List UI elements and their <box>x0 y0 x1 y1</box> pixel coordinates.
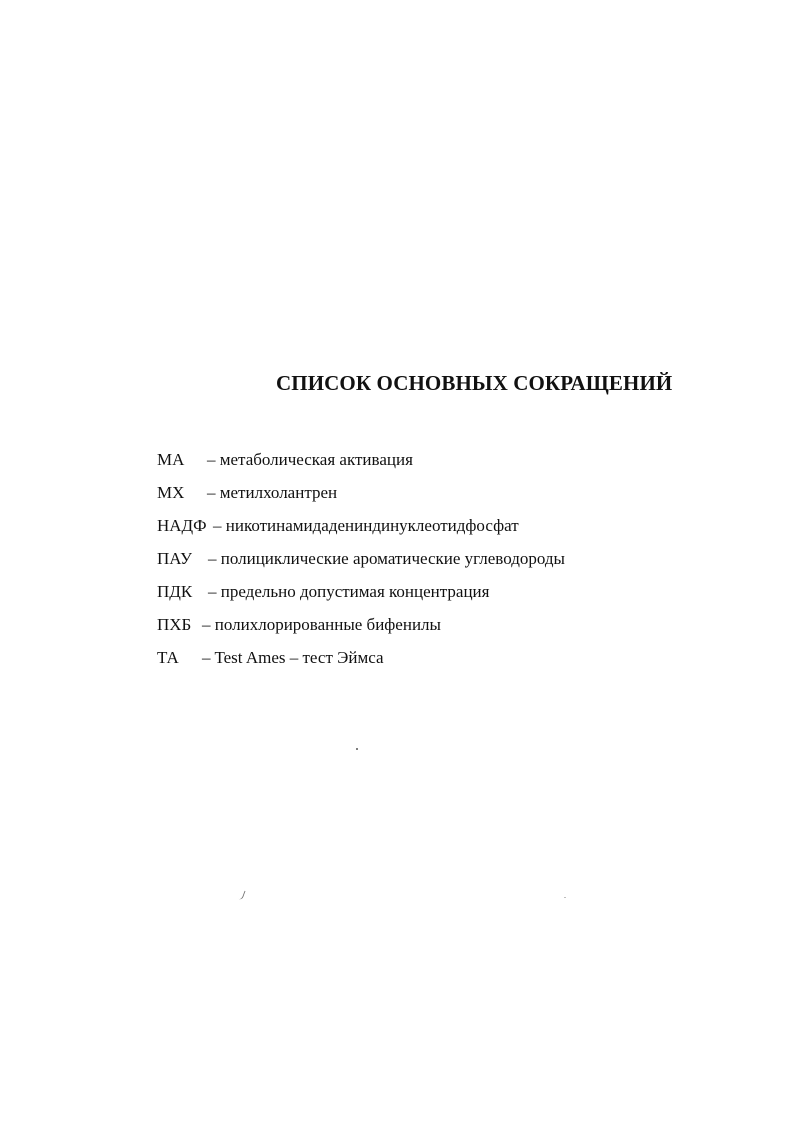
abbreviation-definition: – полициклические ароматические углеводороды <box>208 549 565 568</box>
scan-speck <box>564 897 566 898</box>
abbreviation-term: ТА <box>157 648 179 667</box>
abbreviation-definition: – полихлорированные бифенилы <box>202 615 441 634</box>
abbreviation-definition: – предельно допустимая концентрация <box>208 582 490 601</box>
abbreviation-definition: – Test Ames – тест Эймса <box>202 648 384 667</box>
scan-speck <box>356 748 358 750</box>
abbreviation-term: ПАУ <box>157 549 193 568</box>
abbreviation-definition: – никотинамидадениндинуклеотидфосфат <box>213 516 519 535</box>
abbreviation-definition: – метилхолантрен <box>207 483 338 502</box>
abbreviation-term: НАДФ <box>157 516 207 535</box>
abbreviation-term: ПДК <box>157 582 193 601</box>
abbreviation-term: МХ <box>157 483 185 502</box>
abbreviation-definition: – метаболическая активация <box>207 450 413 469</box>
abbreviation-term: МА <box>157 450 185 469</box>
page-title: СПИСОК ОСНОВНЫХ СОКРАЩЕНИЙ <box>276 371 673 395</box>
scan-mark <box>238 890 245 901</box>
abbreviation-term: ПХБ <box>157 615 192 634</box>
